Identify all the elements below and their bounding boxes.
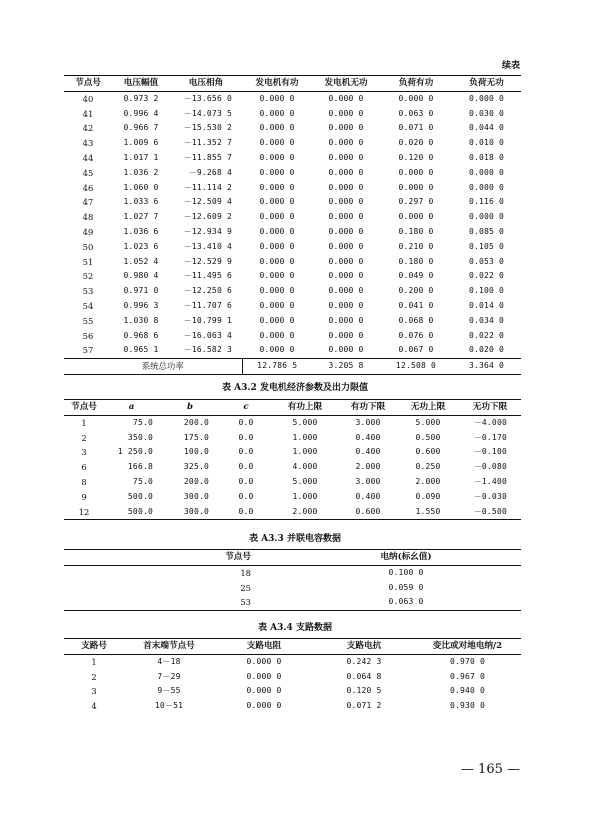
table-row bbox=[64, 107, 521, 122]
table-cell: 46 bbox=[82, 182, 94, 193]
table-row bbox=[64, 654, 521, 669]
table-cell: 1.000 bbox=[292, 447, 318, 457]
table-cell: 9 bbox=[81, 491, 87, 502]
table-cell: 0.000 0 bbox=[259, 226, 295, 236]
table-row bbox=[64, 136, 521, 151]
table-cell: 0.000 0 bbox=[468, 93, 505, 103]
table-cell: 0.120 5 bbox=[346, 686, 382, 696]
table-cell: 0.059 0 bbox=[388, 582, 424, 592]
table-cell: 0.000 0 bbox=[259, 197, 295, 207]
table-cell: 1.000 bbox=[292, 432, 318, 442]
table-cell: 0.018 0 bbox=[468, 152, 505, 162]
table-cell: 0.071 2 bbox=[346, 701, 382, 711]
table-row bbox=[64, 91, 521, 106]
table-row bbox=[64, 240, 521, 255]
table-cell: 0.000 0 bbox=[328, 345, 364, 355]
table-cell: 0.000 0 bbox=[328, 271, 364, 281]
column-header: 有功上限 bbox=[271, 400, 339, 416]
table-cell: 0.000 0 bbox=[398, 167, 434, 177]
table-cell: 0.049 0 bbox=[398, 271, 434, 281]
table-cell: 1.033 6 bbox=[123, 197, 159, 207]
table-cell: 0.022 0 bbox=[468, 330, 505, 340]
table-row bbox=[64, 565, 521, 580]
table-row bbox=[64, 343, 521, 358]
table-cell: 0.000 0 bbox=[259, 182, 295, 192]
table-cell: 43 bbox=[82, 138, 94, 149]
table-cell: －12.934 9 bbox=[183, 226, 232, 236]
table-row bbox=[64, 225, 521, 240]
table-cell: 0.000 0 bbox=[398, 93, 434, 103]
table-cell: 0.210 0 bbox=[398, 241, 434, 251]
table-cell: 53 bbox=[82, 286, 94, 297]
table-cell: 0.020 0 bbox=[468, 345, 505, 355]
column-header: 支路电阻 bbox=[214, 639, 314, 655]
table-cell: 54 bbox=[82, 300, 94, 311]
table-cell: 51 bbox=[82, 256, 94, 267]
table3-caption: 表 A3.3 并联电容数据 bbox=[249, 534, 341, 544]
table-cell: 1.000 bbox=[292, 491, 318, 501]
table-cell: －14.073 5 bbox=[183, 108, 232, 118]
table-cell: 0.971 0 bbox=[123, 286, 159, 296]
table-cell: 0.600 bbox=[355, 506, 381, 516]
table-cell: 2 bbox=[81, 432, 87, 443]
table-cell: 3.000 bbox=[355, 417, 381, 427]
column-header: 支路号 bbox=[64, 639, 124, 655]
table-cell: 0.000 0 bbox=[398, 212, 434, 222]
table-cell: 0.000 0 bbox=[328, 197, 364, 207]
table-cell: 1.030 8 bbox=[123, 315, 159, 325]
table-cell: 2.000 bbox=[415, 476, 441, 486]
column-header: 节点号 bbox=[64, 550, 291, 566]
table-cell: 0.000 0 bbox=[328, 123, 364, 133]
table-cell: 0.085 0 bbox=[468, 226, 505, 236]
table-cell: 0.200 0 bbox=[398, 286, 434, 296]
table-row bbox=[64, 475, 521, 490]
table-row bbox=[64, 490, 521, 505]
table-cell: 0.044 0 bbox=[468, 123, 505, 133]
table-cell: 0.000 0 bbox=[328, 182, 364, 192]
table-cell: 0.000 0 bbox=[259, 271, 295, 281]
table-cell: 100.0 bbox=[183, 447, 209, 457]
table-cell: 48 bbox=[82, 212, 94, 223]
table-cell: －1.400 bbox=[473, 476, 507, 486]
table-row bbox=[64, 269, 521, 284]
table-cell: 1.060 0 bbox=[123, 182, 159, 192]
table-cell: 0.000 0 bbox=[259, 138, 295, 148]
table-row bbox=[64, 255, 521, 270]
table-cell: 0.000 0 bbox=[246, 686, 282, 696]
table-cell: 0.000 0 bbox=[259, 93, 295, 103]
table-cell: 0.000 0 bbox=[328, 241, 364, 251]
table-cell: 0.000 0 bbox=[259, 212, 295, 222]
table-cell: －12.529 9 bbox=[183, 256, 232, 266]
table-cell: －15.530 2 bbox=[183, 123, 232, 133]
table-cell: 166.8 bbox=[127, 462, 153, 472]
table-cell: 0.000 0 bbox=[259, 256, 295, 266]
table-cell: 0.600 bbox=[415, 447, 441, 457]
table-row bbox=[64, 151, 521, 166]
table-row bbox=[64, 121, 521, 136]
column-header: 支路电抗 bbox=[314, 639, 414, 655]
table-cell: 47 bbox=[82, 197, 94, 208]
table-cell: 1 250.0 bbox=[117, 447, 153, 457]
table-row bbox=[64, 314, 521, 329]
table-cell: 0.000 0 bbox=[328, 315, 364, 325]
table-cell: 0.996 4 bbox=[123, 108, 159, 118]
table-cell: 0.041 0 bbox=[398, 300, 434, 310]
table-cell: 0.000 0 bbox=[468, 167, 505, 177]
column-header: 电纳(标幺值) bbox=[291, 550, 521, 566]
column-header: 电压相角 bbox=[170, 76, 242, 92]
table-cell: 0.000 0 bbox=[398, 182, 434, 192]
table-cell: 41 bbox=[82, 108, 94, 119]
table-cell: 0.000 0 bbox=[259, 330, 295, 340]
table-cell: 9－55 bbox=[157, 686, 181, 696]
table-cell: 0.014 0 bbox=[468, 300, 505, 310]
table-cell: 0.000 0 bbox=[328, 93, 364, 103]
column-header: 无功下限 bbox=[459, 400, 521, 416]
table-row bbox=[64, 595, 521, 610]
table-cell: 0.250 bbox=[415, 462, 441, 472]
table-cell: 0.116 0 bbox=[468, 197, 505, 207]
column-header: 无功上限 bbox=[397, 400, 459, 416]
table-cell: 1 bbox=[91, 656, 97, 667]
table-cell: 1.027 7 bbox=[123, 212, 159, 222]
table-cell: 0.000 0 bbox=[468, 212, 505, 222]
table-cell: 0.000 0 bbox=[328, 108, 364, 118]
table-cell: 42 bbox=[82, 123, 94, 134]
table-cell: －13.410 4 bbox=[183, 241, 232, 251]
table-cell: 5.000 bbox=[415, 417, 441, 427]
table-cell: 4 bbox=[91, 701, 97, 712]
column-header: 负荷有功 bbox=[380, 76, 452, 92]
table-cell: 0.000 0 bbox=[246, 701, 282, 711]
table-row bbox=[64, 445, 521, 460]
table-cell: 6 bbox=[81, 462, 87, 473]
total-label: 系统总功率 bbox=[64, 359, 242, 375]
table-cell: 0.000 0 bbox=[259, 315, 295, 325]
table-cell: 8 bbox=[81, 476, 87, 487]
table-cell: 0.400 bbox=[355, 447, 381, 457]
table-cell: －10.799 1 bbox=[183, 315, 232, 325]
table-cell: 0.030 0 bbox=[468, 108, 505, 118]
table-row bbox=[64, 210, 521, 225]
table-cell: 0.968 6 bbox=[123, 330, 159, 340]
table-cell: －12.250 6 bbox=[183, 286, 232, 296]
table-cell: 0.0 bbox=[238, 491, 254, 501]
table-cell: 1.036 6 bbox=[123, 226, 159, 236]
table-cell: －0.170 bbox=[473, 432, 507, 442]
table-cell: 0.100 0 bbox=[468, 286, 505, 296]
table-cell: 3.000 bbox=[355, 476, 381, 486]
table-cell: 52 bbox=[82, 271, 94, 282]
table-row bbox=[64, 431, 521, 446]
table-cell: 0.000 0 bbox=[259, 123, 295, 133]
table-row bbox=[64, 684, 521, 699]
table-row bbox=[64, 460, 521, 475]
table-cell: －4.000 bbox=[473, 417, 507, 427]
table-row bbox=[64, 284, 521, 299]
table-cell: 0.000 0 bbox=[328, 256, 364, 266]
column-header: 首末端节点号 bbox=[124, 639, 214, 655]
table-cell: 0.000 0 bbox=[259, 286, 295, 296]
table-cell: 0.000 0 bbox=[259, 108, 295, 118]
table-cell: 45 bbox=[82, 167, 94, 178]
table-cell: 0.996 3 bbox=[123, 300, 159, 310]
table-cell: 4－18 bbox=[157, 656, 181, 666]
table-cell: 1.052 4 bbox=[123, 256, 159, 266]
table-cell: 4.000 bbox=[292, 462, 318, 472]
table-cell: 75.0 bbox=[132, 417, 153, 427]
table-cell: 0.970 0 bbox=[449, 656, 486, 666]
table-row bbox=[64, 670, 521, 685]
page-number: — 165 — bbox=[460, 762, 520, 777]
table2-caption: 表 A3.2 发电机经济参数及出力限值 bbox=[222, 383, 368, 393]
table-cell: 0.400 bbox=[355, 432, 381, 442]
table-cell: 0.500 bbox=[415, 432, 441, 442]
table-cell: －0.080 bbox=[473, 462, 507, 472]
table-cell: 0.068 0 bbox=[398, 315, 434, 325]
table-cell: 1.017 1 bbox=[123, 152, 159, 162]
table-cell: －0.030 bbox=[473, 491, 507, 501]
table-cell: 0.000 0 bbox=[328, 138, 364, 148]
table-cell: －0.500 bbox=[473, 506, 507, 516]
table-cell: 0.940 0 bbox=[449, 686, 486, 696]
table-cell: 0.000 0 bbox=[328, 330, 364, 340]
table-cell: 0.010 0 bbox=[468, 138, 505, 148]
shunt-capacitor-table bbox=[64, 549, 521, 611]
column-header: b bbox=[159, 400, 221, 416]
table-cell: 0.000 0 bbox=[246, 671, 282, 681]
table-cell: －11.495 6 bbox=[183, 271, 232, 281]
table-cell: 10－51 bbox=[154, 701, 184, 711]
table-row bbox=[64, 699, 521, 714]
column-header: 负荷无功 bbox=[452, 76, 521, 92]
column-header: 电压幅值 bbox=[112, 76, 170, 92]
table-cell: 3 bbox=[91, 686, 97, 697]
table-cell: 350.0 bbox=[127, 432, 153, 442]
table-cell: 0.180 0 bbox=[398, 226, 434, 236]
table-cell: 53 bbox=[240, 597, 251, 608]
table-row bbox=[64, 181, 521, 196]
table-cell: 0.0 bbox=[238, 462, 254, 472]
table-cell: 0.034 0 bbox=[468, 315, 505, 325]
table-cell: 5.000 bbox=[292, 476, 318, 486]
column-header: 变比或对地电纳/2 bbox=[414, 639, 521, 655]
table-cell: 0.966 7 bbox=[123, 123, 159, 133]
table-cell: 0.000 0 bbox=[259, 345, 295, 355]
table-row bbox=[64, 415, 521, 430]
table-cell: 0.090 bbox=[415, 491, 441, 501]
table-cell: 500.0 bbox=[127, 506, 153, 516]
table-row bbox=[64, 166, 521, 181]
table-cell: 0.022 0 bbox=[468, 271, 505, 281]
table-cell: 18 bbox=[240, 567, 251, 578]
table-cell: 0.980 4 bbox=[123, 271, 159, 281]
table-cell: －11.114 2 bbox=[183, 182, 232, 192]
table-cell: 0.000 0 bbox=[246, 656, 282, 666]
table-row bbox=[64, 195, 521, 210]
table-cell: 0.000 0 bbox=[259, 152, 295, 162]
table-cell: 325.0 bbox=[183, 462, 209, 472]
table-cell: 0.0 bbox=[238, 432, 254, 442]
table-cell: 0.000 0 bbox=[259, 241, 295, 251]
table-row bbox=[64, 505, 521, 520]
table-cell: －0.100 bbox=[473, 447, 507, 457]
total-row bbox=[64, 359, 521, 375]
table-cell: －12.609 2 bbox=[183, 212, 232, 222]
table-cell: 0.242 3 bbox=[346, 656, 382, 666]
table-row bbox=[64, 329, 521, 344]
table-cell: 2.000 bbox=[355, 462, 381, 472]
total-value: 12.786 5 bbox=[242, 359, 312, 375]
total-value: 3.205 8 bbox=[312, 359, 380, 375]
table-cell: 12 bbox=[78, 506, 90, 517]
table-cell: 0.000 0 bbox=[328, 212, 364, 222]
table-cell: 0.053 0 bbox=[468, 256, 505, 266]
table-cell: 2 bbox=[91, 671, 97, 682]
table-cell: 2.000 bbox=[292, 506, 318, 516]
table-cell: 1.023 6 bbox=[123, 241, 159, 251]
table-cell: 0.105 0 bbox=[468, 241, 505, 251]
table-cell: －16.582 3 bbox=[183, 345, 232, 355]
table-cell: 0.180 0 bbox=[398, 256, 434, 266]
table-cell: 7－29 bbox=[157, 671, 181, 681]
table-cell: 1.009 6 bbox=[123, 138, 159, 148]
table-cell: 55 bbox=[82, 315, 94, 326]
table-row bbox=[64, 581, 521, 596]
total-value: 12.508 0 bbox=[380, 359, 452, 375]
table-cell: －11.707 6 bbox=[183, 300, 232, 310]
table-cell: －11.352 7 bbox=[183, 138, 232, 148]
table-cell: 0.063 0 bbox=[388, 597, 424, 607]
column-header: 有功下限 bbox=[339, 400, 397, 416]
table-cell: 0.0 bbox=[238, 447, 254, 457]
table-cell: 0.120 0 bbox=[398, 152, 434, 162]
table-cell: 0.071 0 bbox=[398, 123, 434, 133]
table-cell: 0.965 1 bbox=[123, 345, 159, 355]
table-cell: 0.973 2 bbox=[123, 93, 159, 103]
table-cell: 200.0 bbox=[183, 476, 209, 486]
table-cell: 0.000 0 bbox=[328, 226, 364, 236]
table-cell: 0.0 bbox=[238, 417, 254, 427]
table-cell: 0.000 0 bbox=[328, 300, 364, 310]
table-cell: 0.063 0 bbox=[398, 108, 434, 118]
table-cell: 500.0 bbox=[127, 491, 153, 501]
table-cell: 0.000 0 bbox=[259, 167, 295, 177]
column-header: 节点号 bbox=[64, 400, 104, 416]
column-header: 发电机无功 bbox=[312, 76, 380, 92]
table-cell: －9.268 4 bbox=[188, 167, 232, 177]
branch-data-table bbox=[64, 638, 521, 714]
table-cell: －16.063 4 bbox=[183, 330, 232, 340]
table-cell: －13.656 0 bbox=[183, 93, 232, 103]
table-cell: 40 bbox=[82, 93, 94, 104]
table-cell: 1 bbox=[81, 417, 87, 428]
table-cell: 0.000 0 bbox=[328, 286, 364, 296]
table-cell: 49 bbox=[82, 226, 94, 237]
table-cell: 0.076 0 bbox=[398, 330, 434, 340]
table-cell: 25 bbox=[240, 582, 251, 593]
generator-params-table bbox=[64, 399, 521, 520]
table-cell: 57 bbox=[82, 345, 94, 356]
table-cell: 0.0 bbox=[238, 506, 254, 516]
continued-label: 续表 bbox=[501, 61, 520, 71]
table-cell: 0.000 0 bbox=[259, 300, 295, 310]
table-cell: 44 bbox=[82, 152, 94, 163]
table-cell: －12.509 4 bbox=[183, 197, 232, 207]
table-cell: 56 bbox=[82, 330, 94, 341]
table-cell: 0.000 0 bbox=[328, 152, 364, 162]
table4-caption: 表 A3.4 支路数据 bbox=[258, 623, 332, 633]
table-cell: 1.550 bbox=[415, 506, 441, 516]
table-cell: 300.0 bbox=[183, 506, 209, 516]
table-row bbox=[64, 299, 521, 314]
column-header: 发电机有功 bbox=[242, 76, 312, 92]
table-cell: 3 bbox=[81, 447, 87, 458]
table-cell: 0.020 0 bbox=[398, 138, 434, 148]
column-header: a bbox=[104, 400, 159, 416]
table-cell: 5.000 bbox=[292, 417, 318, 427]
table-cell: 0.0 bbox=[238, 476, 254, 486]
table-cell: 0.400 bbox=[355, 491, 381, 501]
table-cell: 0.100 0 bbox=[388, 567, 424, 577]
table-cell: 0.297 0 bbox=[398, 197, 434, 207]
table-cell: 0.000 0 bbox=[328, 167, 364, 177]
table-cell: 0.067 0 bbox=[398, 345, 434, 355]
table-cell: 50 bbox=[82, 241, 94, 252]
column-header: 节点号 bbox=[64, 76, 112, 92]
table-cell: 0.000 0 bbox=[468, 182, 505, 192]
table-cell: 75.0 bbox=[132, 476, 153, 486]
table-cell: 1.036 2 bbox=[123, 167, 159, 177]
table-cell: 0.064 8 bbox=[346, 671, 382, 681]
total-value: 3.364 0 bbox=[452, 359, 521, 375]
table-cell: 200.0 bbox=[183, 417, 209, 427]
table-cell: 0.930 0 bbox=[449, 701, 486, 711]
node-results-table bbox=[64, 75, 521, 375]
table-cell: －11.855 7 bbox=[183, 152, 232, 162]
column-header: c bbox=[221, 400, 271, 416]
table-cell: 0.967 0 bbox=[449, 671, 486, 681]
table-cell: 300.0 bbox=[183, 491, 209, 501]
table-cell: 175.0 bbox=[183, 432, 209, 442]
